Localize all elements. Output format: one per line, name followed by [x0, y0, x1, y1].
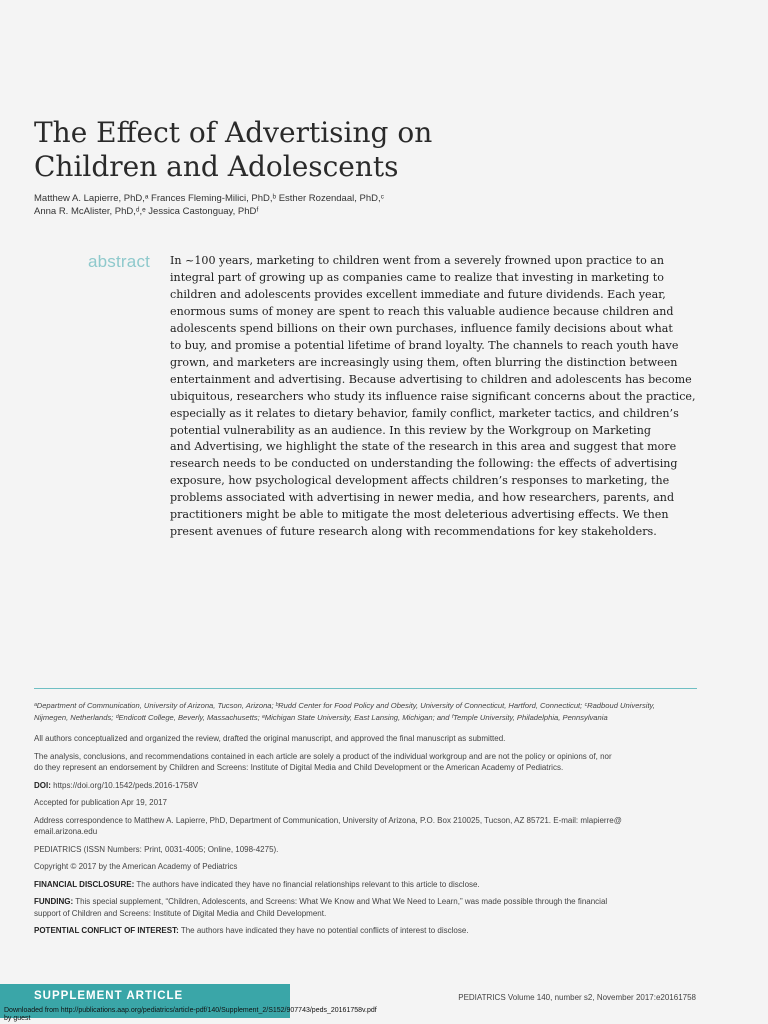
abstract-body — [170, 253, 700, 541]
contributions-text: All authors conceptualized and organized the review, drafted the original manuscript, and approved the final manuscript as submitted. — [34, 734, 506, 743]
funding-line: support of Children and Screens: Institute of Digital Media and Child Development. — [34, 908, 327, 918]
abstract-line: present avenues of future research along with recommendations for key stakeholders. — [170, 525, 657, 539]
disclaimer-note — [34, 751, 697, 774]
contributions-note — [34, 733, 697, 745]
article-title — [34, 116, 634, 184]
copyright-text: Copyright © 2017 by the American Academy of Pediatrics — [34, 862, 238, 871]
funding-note — [34, 896, 697, 919]
author-list — [34, 192, 634, 218]
download-stamp — [4, 1007, 704, 1023]
abstract-line: grown, and marketers are increasingly using them, often blurring the distinction between — [170, 355, 678, 369]
affiliation-line: ᵃDepartment of Communication, University of Arizona, Tucson, Arizona; ᵇRudd Center for Food Policy and Obesity, University of Connecticut, Hartford, Connecticut; ᶜRadboud University, — [34, 701, 655, 710]
financial-label: FINANCIAL DISCLOSURE: — [34, 879, 135, 889]
abstract-line: problems associated with advertising in newer media, and how researchers, parents, and — [170, 491, 675, 505]
abstract-line: ubiquitous, researchers who study its influence raise significant concerns about the practice, — [170, 389, 696, 403]
abstract-line: adolescents spend billions on their own purchases, influence family decisions about what — [170, 321, 673, 335]
address-line: Address correspondence to Matthew A. Lapierre, PhD, Department of Communication, University of Arizona, P.O. Box 210025, Tucson, AZ 85721. E-mail: mlapierre@ — [34, 815, 622, 825]
abstract-line: especially as it relates to dietary behavior, family conflict, marketer tactics, and children’s — [170, 406, 679, 420]
footnote-divider — [34, 688, 697, 689]
conflict-text: The authors have indicated they have no potential conflicts of interest to disclose. — [178, 926, 469, 935]
accepted-note — [34, 797, 697, 809]
abstract-line: integral part of growing up as companies came to realize that investing in marketing to — [170, 270, 664, 284]
issn-note — [34, 844, 697, 856]
abstract-line: children and adolescents provides excellent immediate and future dividends. Each year, — [170, 287, 666, 301]
address-line: email.arizona.edu — [34, 827, 98, 836]
accepted-text: Accepted for publication Apr 19, 2017 — [34, 798, 167, 807]
journal-citation: PEDIATRICS Volume 140, number s2, November 2017:e20161758 — [458, 993, 696, 1002]
footnotes — [34, 700, 697, 943]
disclaimer-line: The analysis, conclusions, and recommendations contained in each article are solely a product of the individual workgroup and are not the policy or opinions of, nor — [34, 751, 612, 761]
abstract-line: practitioners might be able to mitigate the most deleterious advertising effects. We then — [170, 508, 669, 522]
doi-link[interactable]: https://doi.org/10.1542/peds.2016-1758V — [53, 780, 199, 790]
abstract-heading: abstract — [88, 252, 151, 271]
financial-text: The authors have indicated they have no financial relationships relevant to this article to disclose. — [134, 879, 480, 889]
author-line: Anna R. McAlister, PhD,ᵈ,ᵉ Jessica Castonguay, PhDᶠ — [34, 206, 259, 217]
abstract-line: enormous sums of money are spent to reach this valuable audience because children and — [170, 304, 674, 318]
title-line: Children and Adolescents — [34, 150, 399, 183]
copyright-note — [34, 861, 697, 873]
disclaimer-line: do they represent an endorsement by Children and Screens: Institute of Digital Media and Child Development or the American Academy of Pediatrics. — [34, 763, 564, 772]
affiliations — [34, 700, 697, 723]
doi-label: DOI: — [34, 780, 51, 790]
doi-note — [34, 780, 697, 792]
conflict-note — [34, 925, 697, 937]
financial-disclosure — [34, 879, 697, 891]
author-line: Matthew A. Lapierre, PhD,ᵃ Frances Fleming-Milici, PhD,ᵇ Esther Rozendaal, PhD,ᶜ — [34, 193, 384, 204]
abstract-line: entertainment and advertising. Because advertising to children and adolescents has become — [170, 372, 692, 386]
supplement-label: SUPPLEMENT ARTICLE — [34, 990, 184, 1002]
download-line: by guest — [4, 1015, 31, 1022]
issn-text: PEDIATRICS (ISSN Numbers: Print, 0031-4005; Online, 1098-4275). — [34, 844, 279, 854]
abstract-line: to buy, and promise a potential lifetime of brand loyalty. The channels to reach youth have — [170, 338, 679, 352]
funding-label: FUNDING: — [34, 897, 74, 906]
abstract-line: In ~100 years, marketing to children went from a severely frowned upon practice to an — [170, 254, 665, 267]
abstract-line: potential vulnerability as an audience. In this review by the Workgroup on Marketing — [170, 423, 651, 437]
title-line: The Effect of Advertising on — [34, 116, 433, 149]
address-note — [34, 815, 697, 838]
conflict-label: POTENTIAL CONFLICT OF INTEREST: — [34, 926, 179, 935]
affiliation-line: Nijmegen, Netherlands; ᵈEndicott College, Beverly, Massachusetts; ᵉMichigan State University, East Lansing, Michigan; and ᶠTemple University, Philadelphia, Pennsylvania — [34, 712, 608, 722]
abstract-line: and Advertising, we highlight the state of the research in this area and suggest that more — [170, 440, 677, 454]
abstract-line: research needs to be conducted on understanding the following: the effects of advertising — [170, 457, 678, 471]
funding-line: This special supplement, “Children, Adolescents, and Screens: What We Know and What We Need to Learn,” was made possible through the financial — [73, 897, 608, 906]
abstract-line: exposure, how psychological development affects children’s responses to marketing, the — [170, 474, 670, 488]
download-line: Downloaded from http://publications.aap.org/pediatrics/article-pdf/140/Supplement_2/S152/907743/peds_20161758v.pdf — [4, 1007, 377, 1014]
